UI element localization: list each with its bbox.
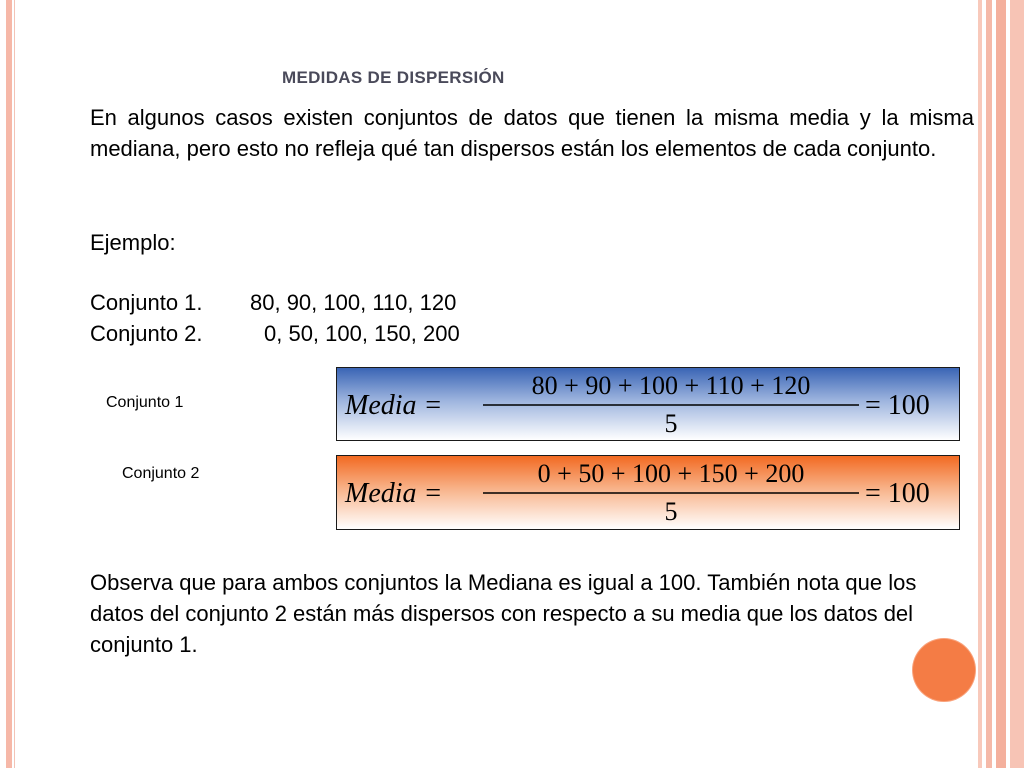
decorative-circle	[913, 639, 975, 701]
left-frame-line	[14, 0, 15, 768]
formula-label: Conjunto 2	[122, 465, 200, 482]
set-row	[90, 287, 456, 318]
right-frame-stripe	[978, 0, 982, 768]
set-values: 80, 90, 100, 110, 120	[250, 290, 457, 315]
right-frame-stripe	[996, 0, 1006, 768]
set-row	[90, 318, 460, 349]
formula-numerator: 0 + 50 + 100 + 150 + 200	[537, 459, 805, 488]
formula-numerator: 80 + 90 + 100 + 110 + 120	[531, 371, 811, 400]
set-values: 0, 50, 100, 150, 200	[264, 321, 460, 346]
intro-paragraph: En algunos casos existen conjuntos de datos que tienen la misma media y la misma mediana, pero esto no refleja qué tan dispersos están los elementos de cada conjunto.	[90, 105, 974, 161]
formula-lhs: Media =	[345, 390, 443, 421]
example-heading: Ejemplo:	[90, 230, 176, 255]
set-label: Conjunto 1.	[90, 290, 203, 315]
right-frame-stripe	[986, 0, 992, 768]
right-frame-stripe	[1010, 0, 1024, 768]
formula-box	[336, 455, 960, 530]
formula-label: Conjunto 1	[106, 394, 184, 411]
set-label: Conjunto 2.	[90, 321, 203, 346]
formula-rhs: = 100	[865, 478, 930, 509]
formula-box	[336, 367, 960, 441]
left-frame-bar	[6, 0, 12, 768]
formula-lhs: Media =	[345, 478, 443, 509]
formula-rhs: = 100	[865, 390, 930, 421]
formula-equation	[337, 368, 959, 440]
formula-denominator: 5	[664, 409, 678, 438]
slide-title: MEDIDAS DE DISPERSIÓN	[282, 68, 505, 87]
formula-equation	[337, 456, 959, 529]
formula-denominator: 5	[664, 497, 678, 526]
conclusion-paragraph: Observa que para ambos conjuntos la Mediana es igual a 100. También nota que los datos del conjunto 2 están más dispersos con respecto a su media que los datos del conjunto 1.	[90, 570, 917, 657]
